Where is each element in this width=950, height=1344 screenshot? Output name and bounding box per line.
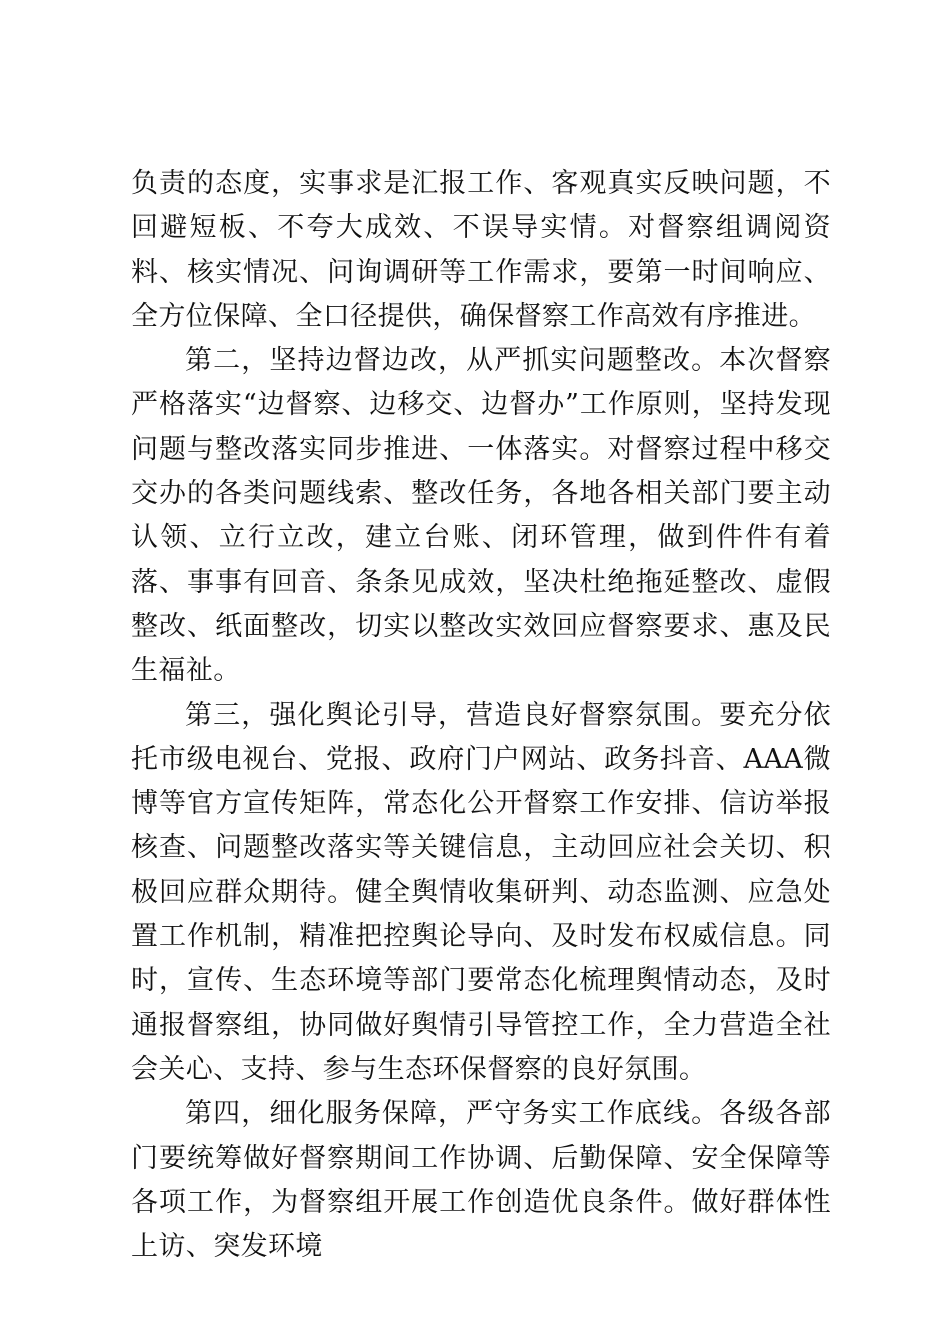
paragraph-fourth-point: 第四，细化服务保障，严守务实工作底线。各级各部门要统筹做好督察期间工作协调、后勤保障、安全保障等各项工作，为督察组开展工作创造优良条件。做好群体性上访、突发环境: [131, 1098, 831, 1263]
paragraph-third-point: 第三，强化舆论引导，营造良好督察氛围。要充分依托市级电视台、党报、政府门户网站、政务抖音、AAA微博等官方宣传矩阵，常态化公开督察工作安排、信访举报核查、问题整改落实等关键信息，主动回应社会关切、积极回应群众期待。健全舆情收集研判、动态监测、应急处置工作机制，精准把控舆论导向、及时发布权威信息。同时，宣传、生态环境等部门要常态化梳理舆情动态，及时通报督察组，协同做好舆情引导管控工作，全力营造全社会关心、支持、参与生态环保督察的良好氛围。: [131, 699, 831, 1085]
paragraph-continuation: 负责的态度，实事求是汇报工作、客观真实反映问题，不回避短板、不夸大成效、不误导实情。对督察组调阅资料、核实情况、问询调研等工作需求，要第一时间响应、全方位保障、全口径提供，确保督察工作高效有序推进。: [131, 168, 831, 332]
paragraph-second-point: 第二，坚持边督边改，从严抓实问题整改。本次督察严格落实“边督察、边移交、边督办”工作原则，坚持发现问题与整改落实同步推进、一体落实。对督察过程中移交交办的各类问题线索、整改任务，各地各相关部门要主动认领、立行立改，建立台账、闭环管理，做到件件有着落、事事有回音、条条见成效，坚决杜绝拖延整改、虚假整改、纸面整改，切实以整改实效回应督察要求、惠及民生福祉。: [131, 345, 831, 687]
document-body: [131, 162, 831, 1269]
